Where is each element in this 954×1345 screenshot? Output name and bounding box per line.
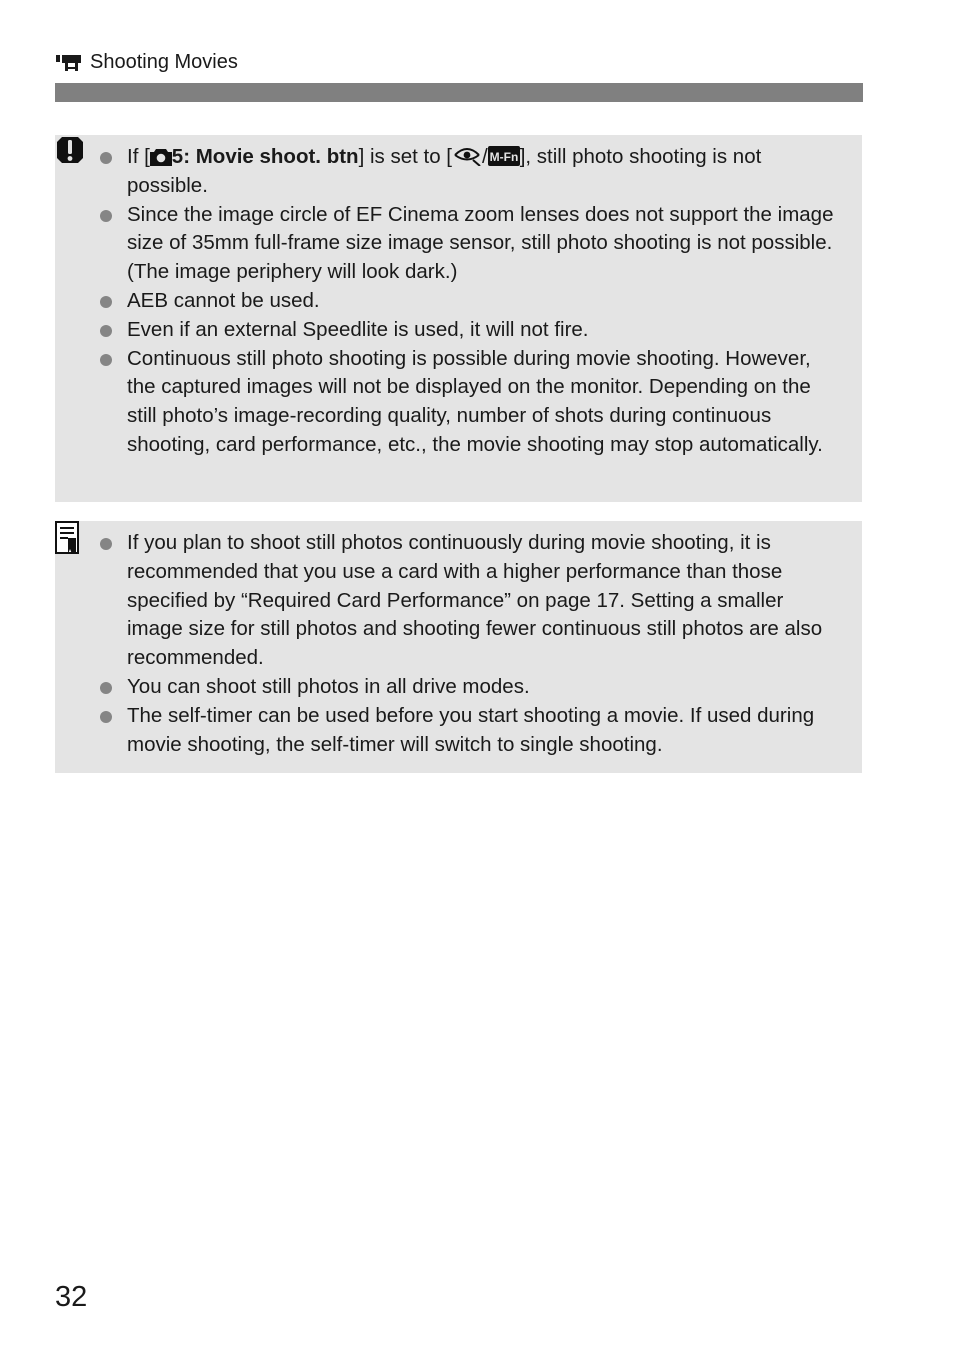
camera-tab-icon	[150, 147, 172, 166]
list-item: You can shoot still photos in all drive modes.	[99, 673, 844, 702]
note-icon	[55, 521, 81, 555]
svg-text:M-Fn: M-Fn	[489, 150, 519, 164]
list-item: AEB cannot be used.	[99, 287, 844, 316]
caution-icon	[55, 135, 85, 165]
note-box	[55, 521, 862, 773]
list-item: Even if an external Speedlite is used, it will not fire.	[99, 316, 844, 345]
caution-list	[99, 143, 844, 460]
page-header	[56, 50, 238, 74]
m-fn-icon	[488, 146, 520, 166]
section-title: Shooting Movies	[90, 50, 238, 73]
list-item: Since the image circle of EF Cinema zoom lenses does not support the image size of 35mm full-frame size image sensor, still photo shooting is not possible. (The image periphery will look dark.)	[99, 201, 844, 287]
list-item: If you plan to shoot still photos continuously during movie shooting, it is recommended that you use a card with a higher performance than those specified by “Required Card Performance” on page 17. Setting a smaller image size for still photos and shooting fewer continuous still photos are also recommended.	[99, 529, 844, 673]
header-rule	[55, 83, 863, 102]
movie-camera-icon	[56, 53, 82, 71]
note-list	[99, 529, 844, 759]
list-item: Continuous still photo shooting is possible during movie shooting. However, the captured images will not be displayed on the monitor. Depending on the still photo’s image-recording quality, number of shots during continuous shooting, card performance, etc., the movie shooting may stop automatically.	[99, 345, 844, 460]
list-item: If [ 5: Movie shoot. btn] is set to [ / M-Fn ], still photo shooting is not possible.	[99, 143, 844, 201]
list-item: The self-timer can be used before you start shooting a movie. If used during movie shooting, the self-timer will switch to single shooting.	[99, 702, 844, 760]
page-number: 32	[55, 1281, 88, 1313]
metering-timer-icon	[452, 146, 482, 166]
caution-box	[55, 135, 862, 502]
